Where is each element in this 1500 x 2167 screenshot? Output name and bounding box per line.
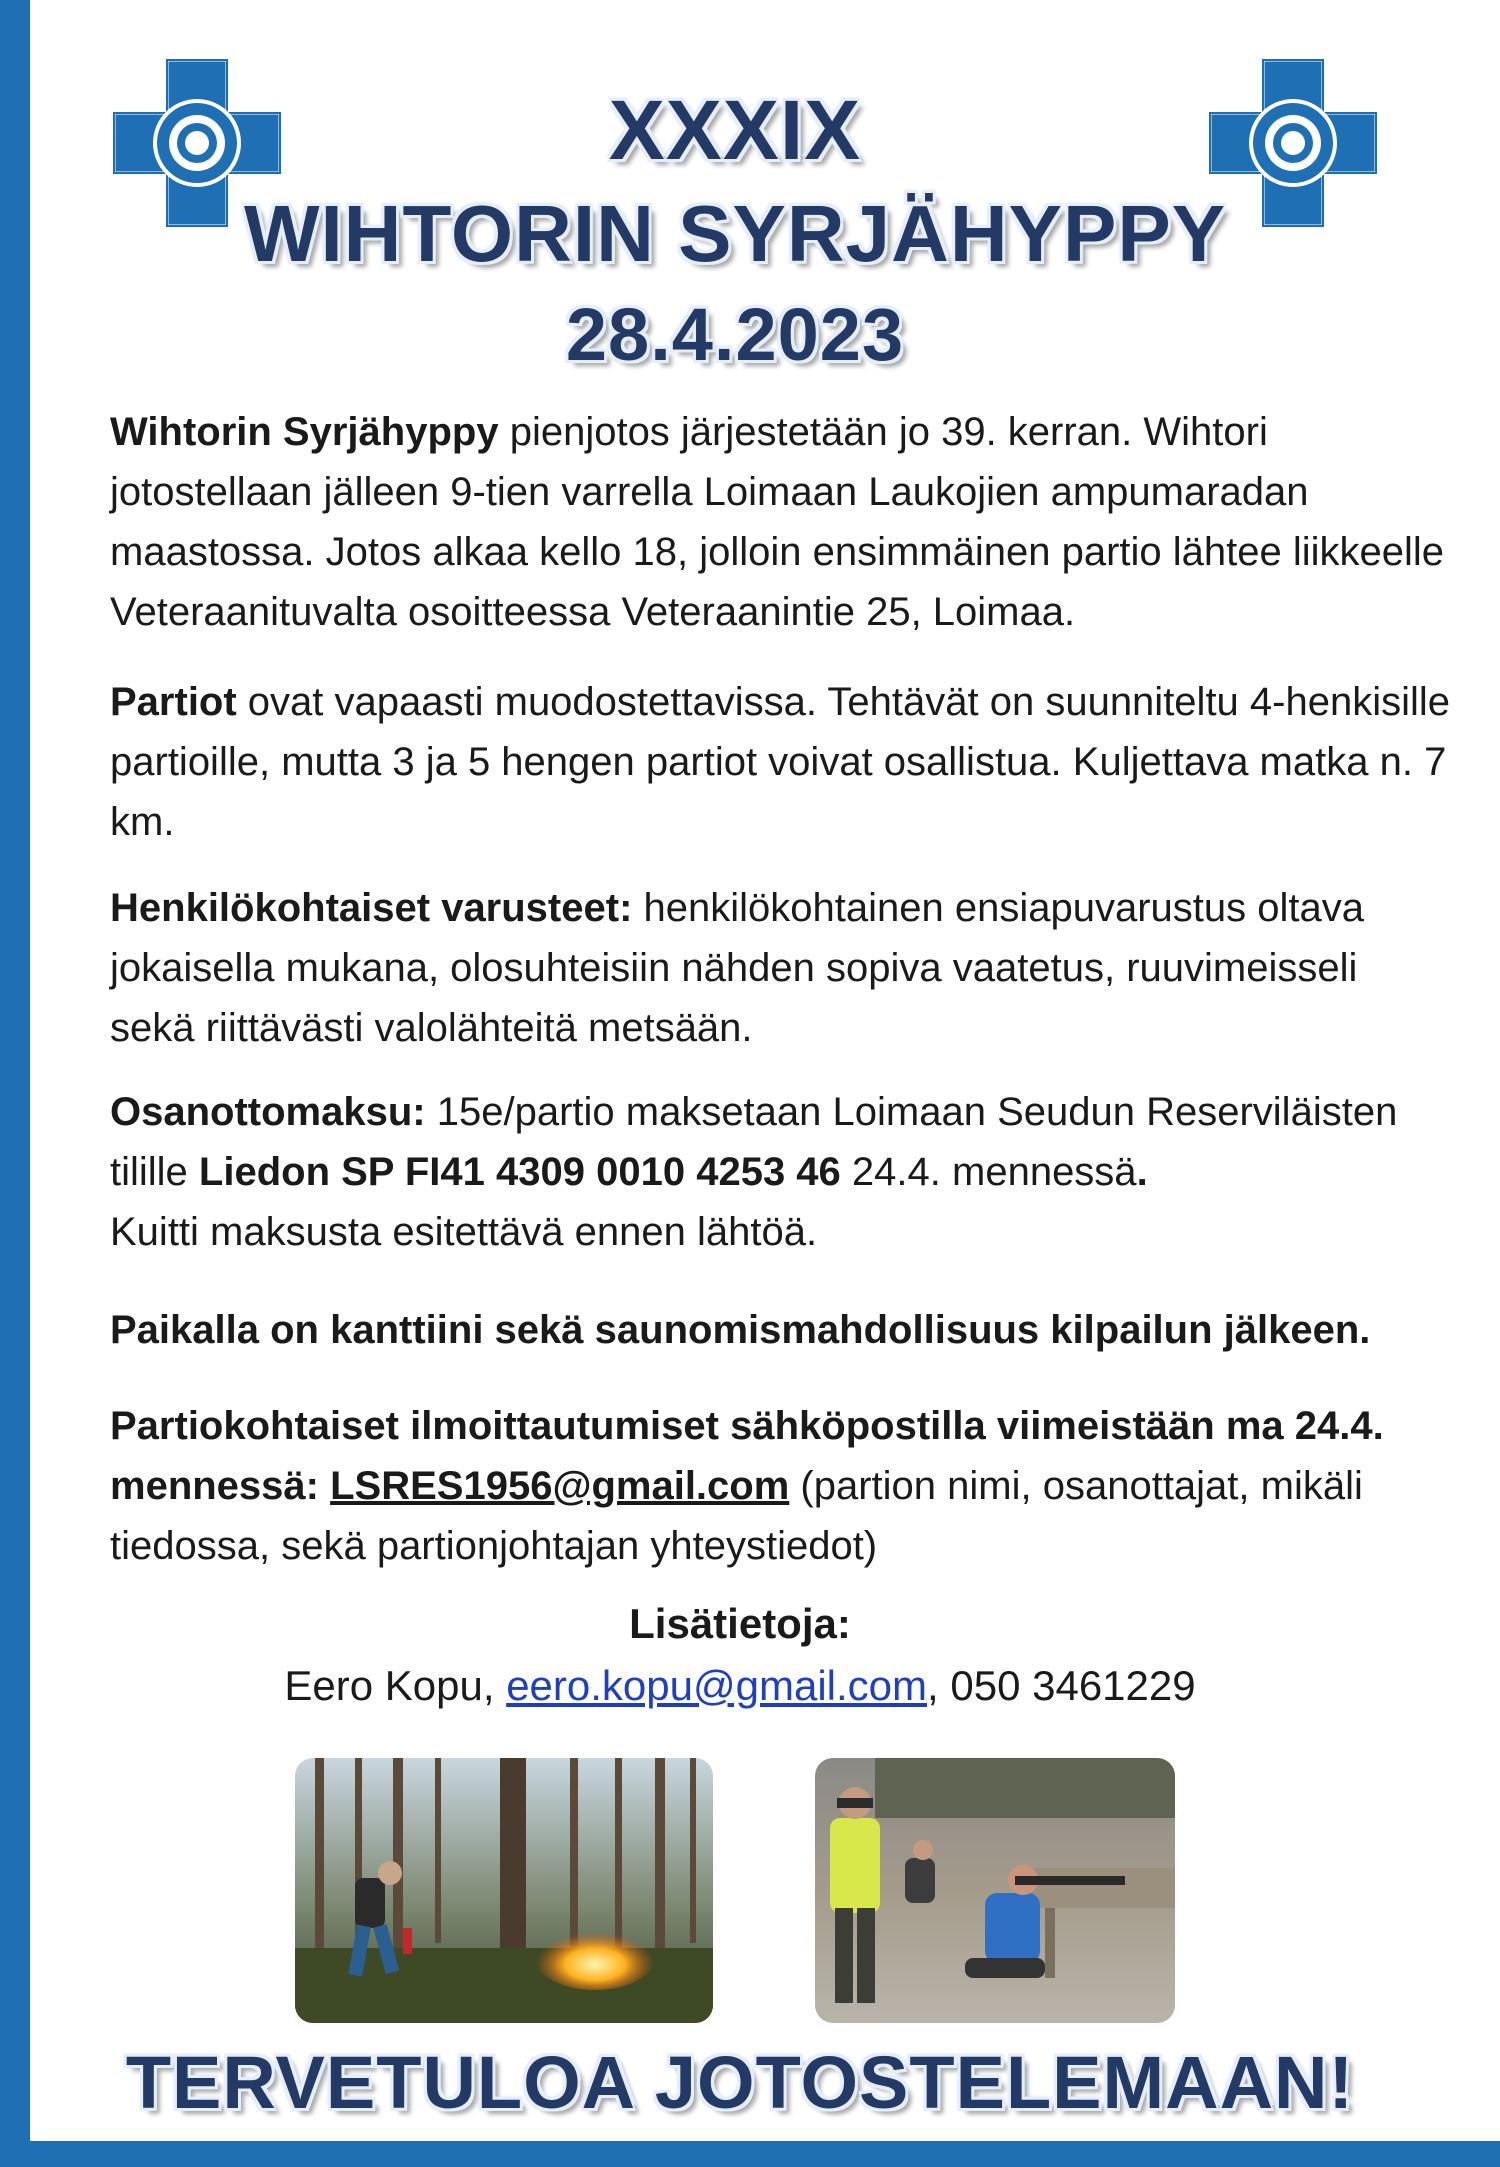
fee-bold: Osanottomaksu: [110,1090,426,1134]
bank-account: Liedon SP FI41 4309 0010 4253 46 [198,1150,841,1194]
registration-paragraph [110,1396,1450,1576]
receipt-note: Kuitti maksusta esitettävä ennen lähtöä. [110,1210,818,1254]
contact-line [110,1662,1370,1710]
fee-deadline: 24.4. mennessä [840,1150,1137,1194]
equipment-paragraph [110,878,1450,1058]
fee-paragraph [110,1082,1450,1262]
intro-bold: Wihtorin Syrjähyppy [110,410,499,454]
patrols-paragraph [110,672,1450,852]
fee-dot: . [1136,1150,1148,1194]
welcome-banner: TERVETULOA JOTOSTELEMAAN! [125,2041,1355,2124]
equipment-bold: Henkilökohtaiset varusteet: [110,886,633,930]
contact-email-link[interactable]: eero.kopu@gmail.com [506,1662,928,1709]
shooting-range-photo [815,1758,1175,2023]
equipment-text: henkilökohtainen ensiapuvarustus oltava jokaisella mukana, olosuhteisiin nähden sopiva vaatetus, ruuvimeisseli sekä riittävästi valolähteitä metsään. [110,886,1364,1050]
contact-phone: , 050 3461229 [927,1662,1196,1709]
registration-email-link[interactable]: LSRES1956@gmail.com [330,1464,790,1508]
intro-paragraph [110,402,1450,642]
registration-bold: Partiokohtaiset ilmoittautumiset sähköpostilla viimeistään ma 24.4. mennessä: [110,1404,1384,1508]
forest-fire-photo [295,1758,713,2023]
contact-name: Eero Kopu, [284,1662,507,1709]
intro-text: pienjotos järjestetään jo 39. kerran. Wihtori jotostellaan jälleen 9-tien varrella Loimaan Laukojien ampumaradan maastossa. Jotos alkaa kello 18, jolloin ensimmäinen partio lähtee liikkeelle Veteraanituvalta osoitteessa Veteraanintie 25, Loimaa. [110,410,1445,634]
event-date: 28.4.2023 [565,293,905,376]
event-edition: XXXIX [608,83,862,177]
patrols-text: ovat vapaasti muodostettavissa. Tehtävät on suunniteltu 4-henkisille partioille, mutta 3 ja 5 hengen partiot voivat osallistua. Kuljettava matka n. 7 km. [110,680,1451,844]
fee-text: 15e/partio maksetaan Loimaan Seudun Reserviläisten tilille [110,1090,1398,1194]
registration-text: (partion nimi, osanottajat, mikäli tiedossa, sekä partionjohtajan yhteystiedot) [110,1464,1363,1568]
left-border-bar [0,0,30,2167]
info-heading: Lisätietoja: [629,1600,851,1647]
canteen-note: Paikalla on kanttiini sekä saunomismahdollisuus kilpailun jälkeen. [110,1308,1371,1352]
event-title: WIHTORIN SYRJÄHYPPY [243,189,1227,278]
patrols-bold: Partiot [110,680,237,724]
bottom-border-bar [0,2141,1500,2167]
